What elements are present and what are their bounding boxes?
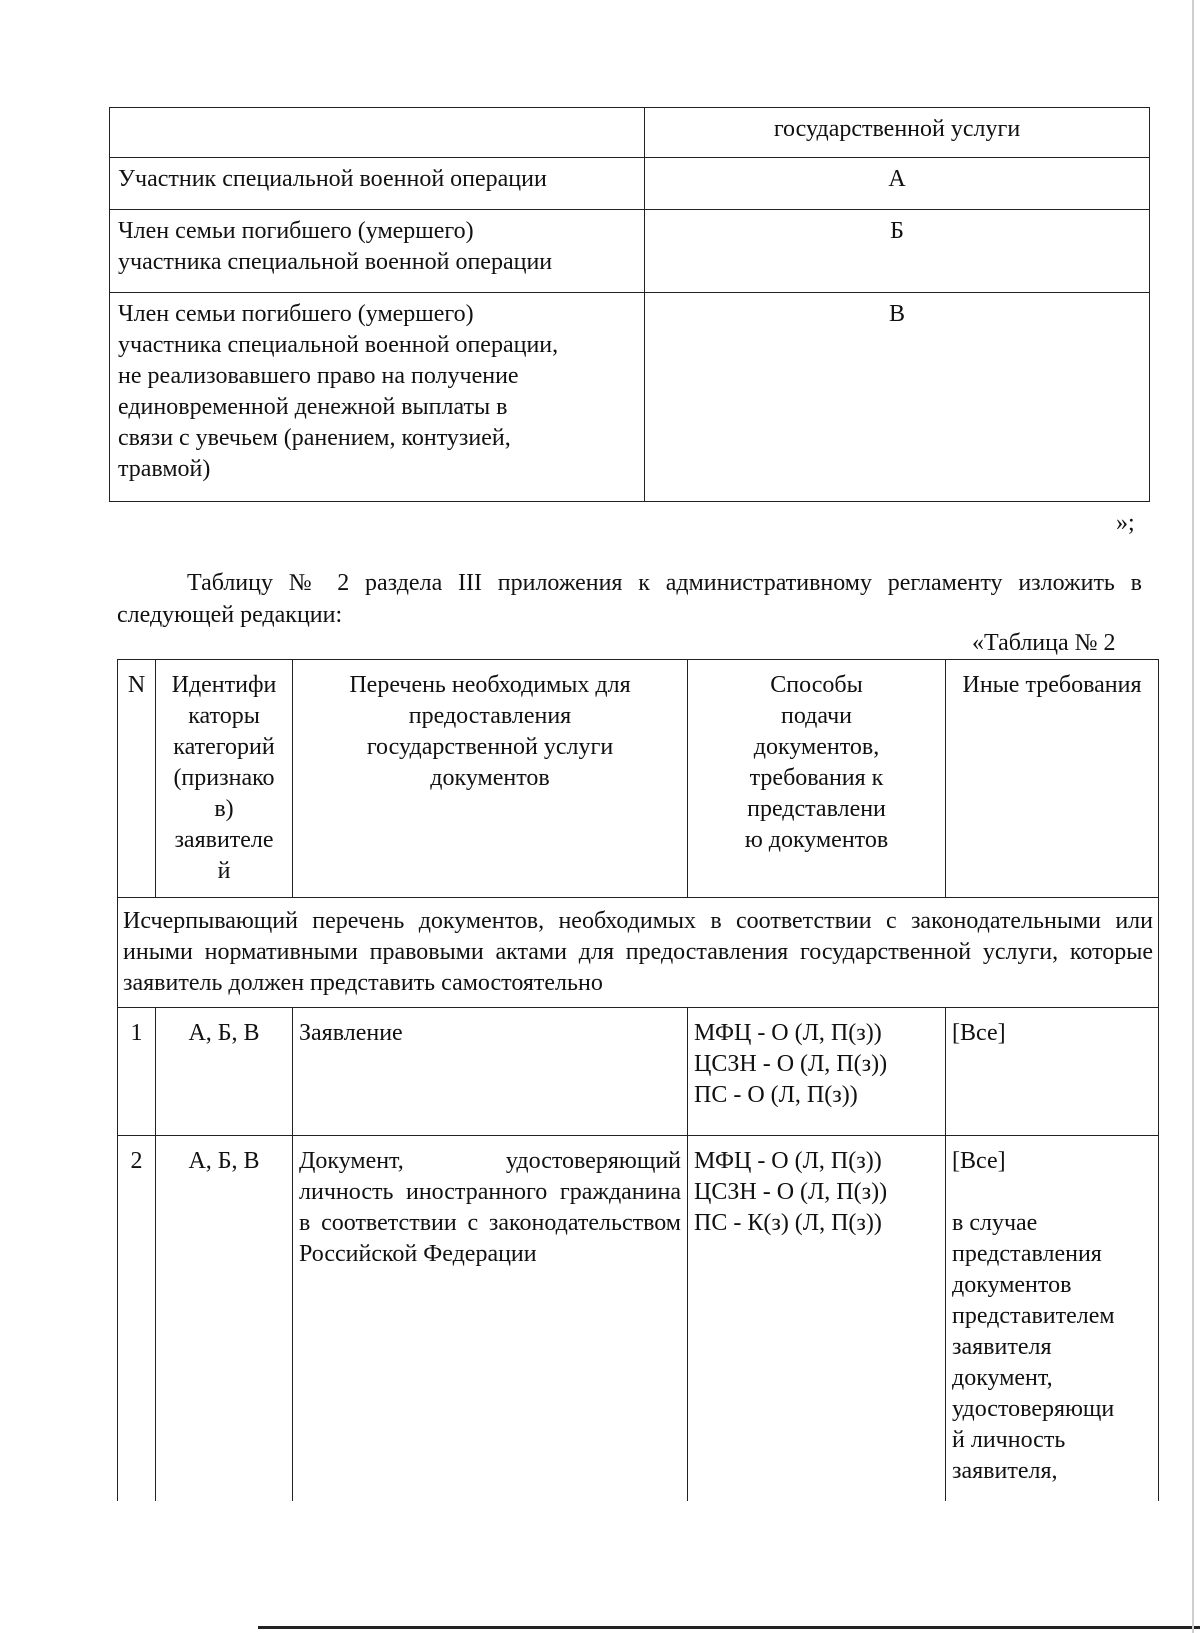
category-codes-table [109,107,1150,502]
row-other-requirements: [Все] [946,1008,1159,1136]
table1-row-label: Член семьи погибшего (умершего) участника специальной военной операции [110,210,645,293]
scan-bottom-border [258,1626,1200,1629]
row-document: Заявление [293,1008,688,1136]
row-categories: А, Б, В [156,1008,293,1136]
table-row [118,1136,1159,1502]
header-document-list: Перечень необходимых для предоставления государственной услуги документов [293,660,688,898]
scan-right-edge [1192,0,1194,1633]
section-title: Исчерпывающий перечень документов, необходимых в соответствии с законодательными или иными нормативными правовыми актами для предоставления государственной услуги, которые заявитель должен представить самостоятельно [118,898,1159,1008]
table1-row [110,158,1150,210]
table1-header-row [110,108,1150,158]
table1-row-code: Б [645,210,1150,293]
table2-section-row [118,898,1159,1008]
row-categories: А, Б, В [156,1136,293,1502]
row-number: 1 [118,1008,156,1136]
table1-header-empty-cell [110,108,645,158]
row-methods: МФЦ - О (Л, П(з)) ЦСЗН - О (Л, П(з)) ПС - О (Л, П(з)) [688,1008,946,1136]
table1-header-right: государственной услуги [645,108,1150,158]
header-number: N [118,660,156,898]
table1-row [110,293,1150,502]
amendment-paragraph: Таблицу № 2 раздела III приложения к административному регламенту изложить в следующей редакции: [117,570,1142,628]
closing-quote-mark: »; [1116,510,1135,536]
header-submission-methods: Способы подачи документов, требования к представлени ю документов [688,660,946,898]
documents-table [117,659,1159,1501]
table2-caption: «Таблица № 2 [972,630,1116,656]
row-methods: МФЦ - О (Л, П(з)) ЦСЗН - О (Л, П(з)) ПС - К(з) (Л, П(з)) [688,1136,946,1502]
header-other-requirements: Иные требования [946,660,1159,898]
table1-row-label: Участник специальной военной операции [110,158,645,210]
table-row [118,1008,1159,1136]
table1-row-label: Член семьи погибшего (умершего) участника специальной военной операции, не реализовавшего право на получение единовременной денежной выплаты в связи с увечьем (ранением, контузией, травмой) [110,293,645,502]
row-other-requirements: [Все] в случае представления документов представителем заявителя документ, удостоверяющи й личность заявителя, [946,1136,1159,1502]
table1-row-code: В [645,293,1150,502]
table1-row-code: А [645,158,1150,210]
row-number: 2 [118,1136,156,1502]
table2-header-row [118,660,1159,898]
header-category-identifiers: Идентифи каторы категорий (признако в) заявителе й [156,660,293,898]
table1-row [110,210,1150,293]
row-document: Документ, удостоверяющий личность иностранного гражданина в соответствии с законодательством Российской Федерации [293,1136,688,1502]
